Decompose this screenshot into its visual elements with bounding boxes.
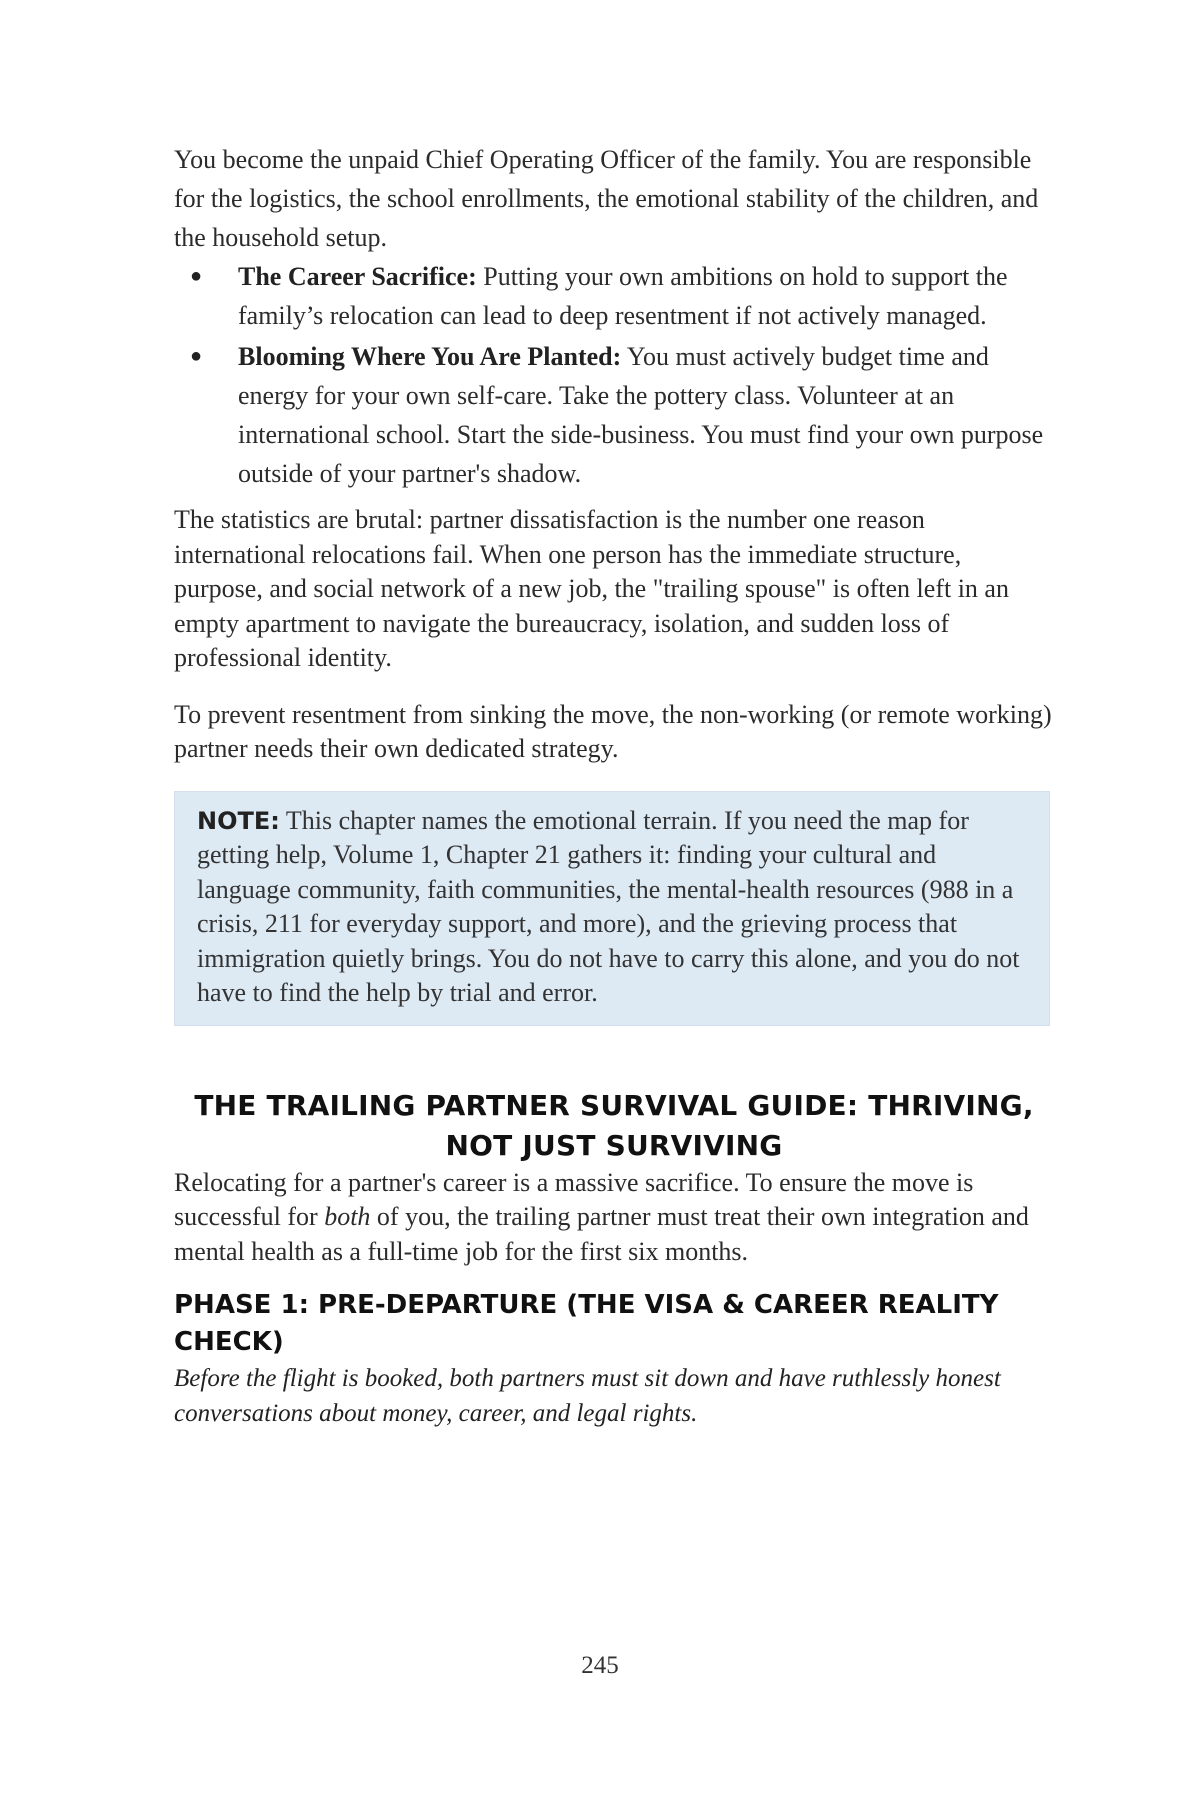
guide-intro-paragraph <box>174 1166 1054 1270</box>
prevent-paragraph: To prevent resentment from sinking the move, the non-working (or remote working) partner needs their own dedicated strategy. <box>174 699 1052 763</box>
note-text: This chapter names the emotional terrain. If you need the map for getting help, Volume 1, Chapter 21 gathers it: finding your cultural and language community, faith communities, the mental-health resources (988 in a crisis, 211 for everyday support, and more), and the grieving process that immigration quietly brings. You do not have to carry this alone, and you do not have to find the help by trial and error. <box>197 805 1020 1007</box>
phase-lead-paragraph: Before the flight is booked, both partners must sit down and have ruthlessly honest conversations about money, career, and legal rights. <box>174 1365 1001 1427</box>
bullet-icon: ● <box>190 345 203 367</box>
page-number: 245 <box>581 1652 619 1679</box>
stats-paragraph: The statistics are brutal: partner dissatisfaction is the number one reason international relocations fail. When one person has the immediate structure, purpose, and social network of a new job, the "trailing spouse" is often left in an empty apartment to navigate the bureaucracy, isolation, and sudden loss of professional identity. <box>174 505 1009 672</box>
note-label: NOTE: <box>197 806 280 835</box>
section-heading: THE TRAILING PARTNER SURVIVAL GUIDE: THRIVING, NOT JUST SURVIVING <box>194 1088 1034 1162</box>
guide-intro-start: Relocating for a partner's career is a massive sacrifice. To ensure the move is successful for <box>174 1167 974 1231</box>
list-item <box>174 337 1054 493</box>
page-content <box>174 140 1054 1431</box>
intro-paragraph: You become the unpaid Chief Operating Officer of the family. You are responsible for the logistics, the school enrollments, the emotional stability of the children, and the household setup. <box>174 145 1039 252</box>
bullet-text: You must actively budget time and energy for your own self-care. Take the pottery class. Volunteer at an international school. Start the side-business. You must find your own purpose outside of your partner's shadow. <box>238 342 1044 488</box>
list-item <box>174 257 1054 335</box>
bullet-icon: ● <box>190 265 203 287</box>
phase-heading: PHASE 1: PRE-DEPARTURE (THE VISA & CAREER REALITY CHECK) <box>174 1290 999 1357</box>
bullet-list <box>174 257 1054 493</box>
note-callout <box>174 791 1050 1026</box>
guide-intro-end: of you, the trailing partner must treat their own integration and mental health as a full-time job for the first six months. <box>174 1202 1029 1266</box>
bullet-text: Putting your own ambitions on hold to support the family’s relocation can lead to deep resentment if not actively managed. <box>238 262 1008 330</box>
guide-intro-emphasis: both <box>324 1202 371 1231</box>
bullet-title: Blooming Where You Are Planted: <box>238 342 622 371</box>
bullet-title: The Career Sacrifice: <box>238 262 477 291</box>
